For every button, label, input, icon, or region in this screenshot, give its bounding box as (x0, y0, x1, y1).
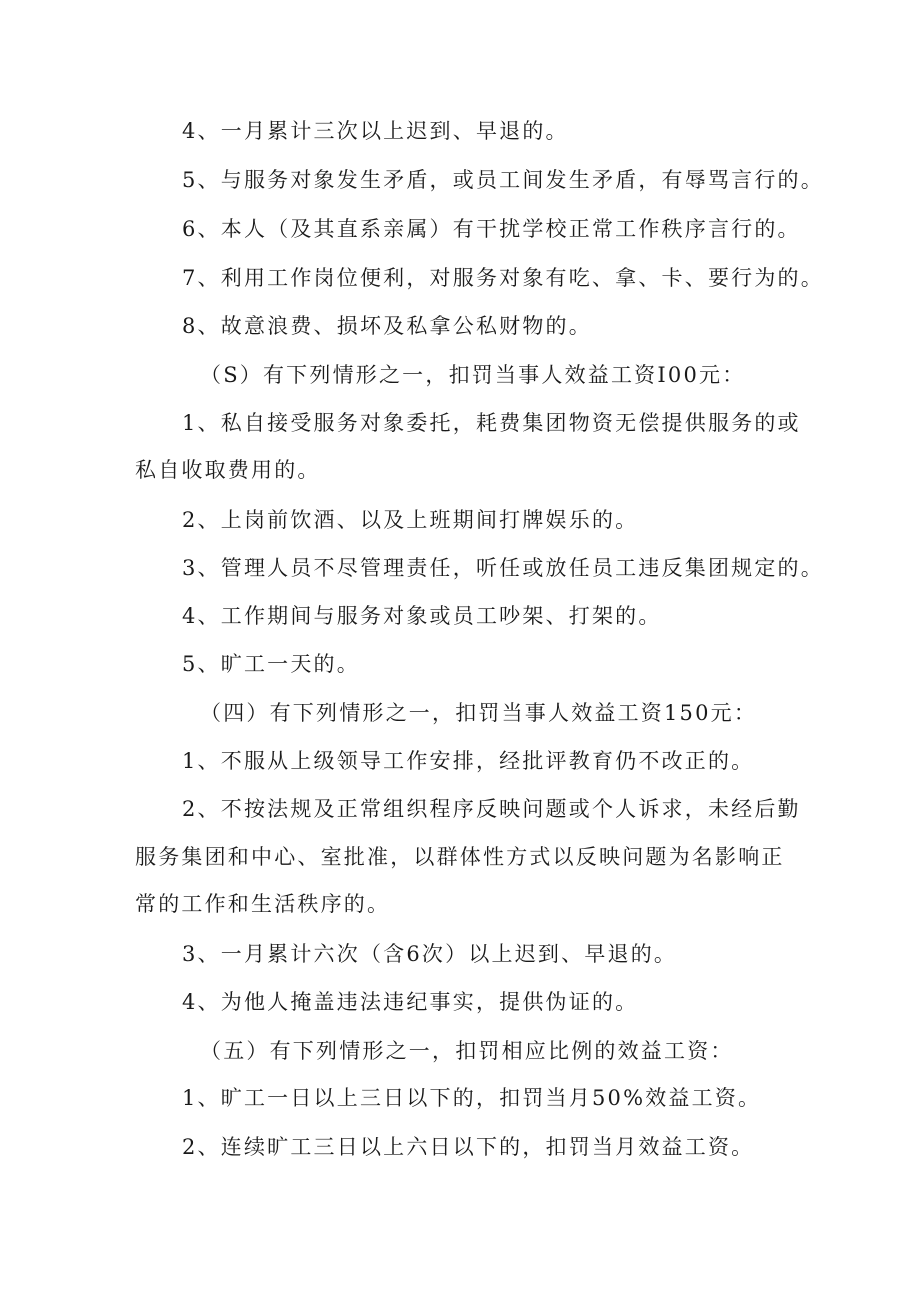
rule-item: 1、不服从上级领导工作安排，经批评教育仍不改正的。 (182, 749, 755, 773)
rule-item: 7、利用工作岗位便利，对服务对象有吃、拿、卡、要行为的。 (182, 266, 824, 290)
rule-item: 3、一月累计六次（含6次）以上迟到、早退的。 (182, 942, 678, 966)
rule-item-continuation: 服务集团和中心、室批准，以群体性方式以反映问题为名影响正 (135, 845, 785, 869)
rule-item-continuation: 私自收取费用的。 (135, 458, 321, 482)
rule-item: 5、与服务对象发生矛盾，或员工间发生矛盾，有辱骂言行的。 (182, 168, 824, 192)
rule-item: 2、连续旷工三日以上六日以下的，扣罚当月效益工资。 (182, 1135, 755, 1159)
rule-item: 8、故意浪费、损坏及私拿公私财物的。 (182, 314, 592, 338)
rule-item: 4、工作期间与服务对象或员工吵架、打架的。 (182, 604, 662, 628)
section-heading: （五）有下列情形之一，扣罚相应比例的效益工资： (200, 1039, 734, 1063)
section-heading: （四）有下列情形之一，扣罚当事人效益工资150元： (200, 701, 758, 725)
rule-item: 1、旷工一日以上三日以下的，扣罚当月50%效益工资。 (182, 1086, 762, 1110)
section-heading: （S）有下列情形之一，扣罚当事人效益工资I00元： (200, 363, 746, 387)
rule-item-continuation: 常的工作和生活秩序的。 (135, 892, 391, 916)
rule-item: 5、旷工一天的。 (182, 652, 360, 676)
rule-item: 4、一月累计三次以上迟到、早退的。 (182, 119, 569, 143)
rule-item: 3、管理人员不尽管理责任，听任或放任员工违反集团规定的。 (182, 556, 824, 580)
rule-item: 1、私自接受服务对象委托，耗费集团物资无偿提供服务的或 (182, 411, 801, 435)
rule-item: 6、本人（及其直系亲属）有干扰学校正常工作秩序言行的。 (182, 217, 801, 241)
rule-item: 2、不按法规及正常组织程序反映问题或个人诉求，未经后勤 (182, 797, 801, 821)
rule-item: 4、为他人掩盖违法违纪事实，提供伪证的。 (182, 990, 639, 1014)
rule-item: 2、上岗前饮酒、以及上班期间打牌娱乐的。 (182, 508, 639, 532)
